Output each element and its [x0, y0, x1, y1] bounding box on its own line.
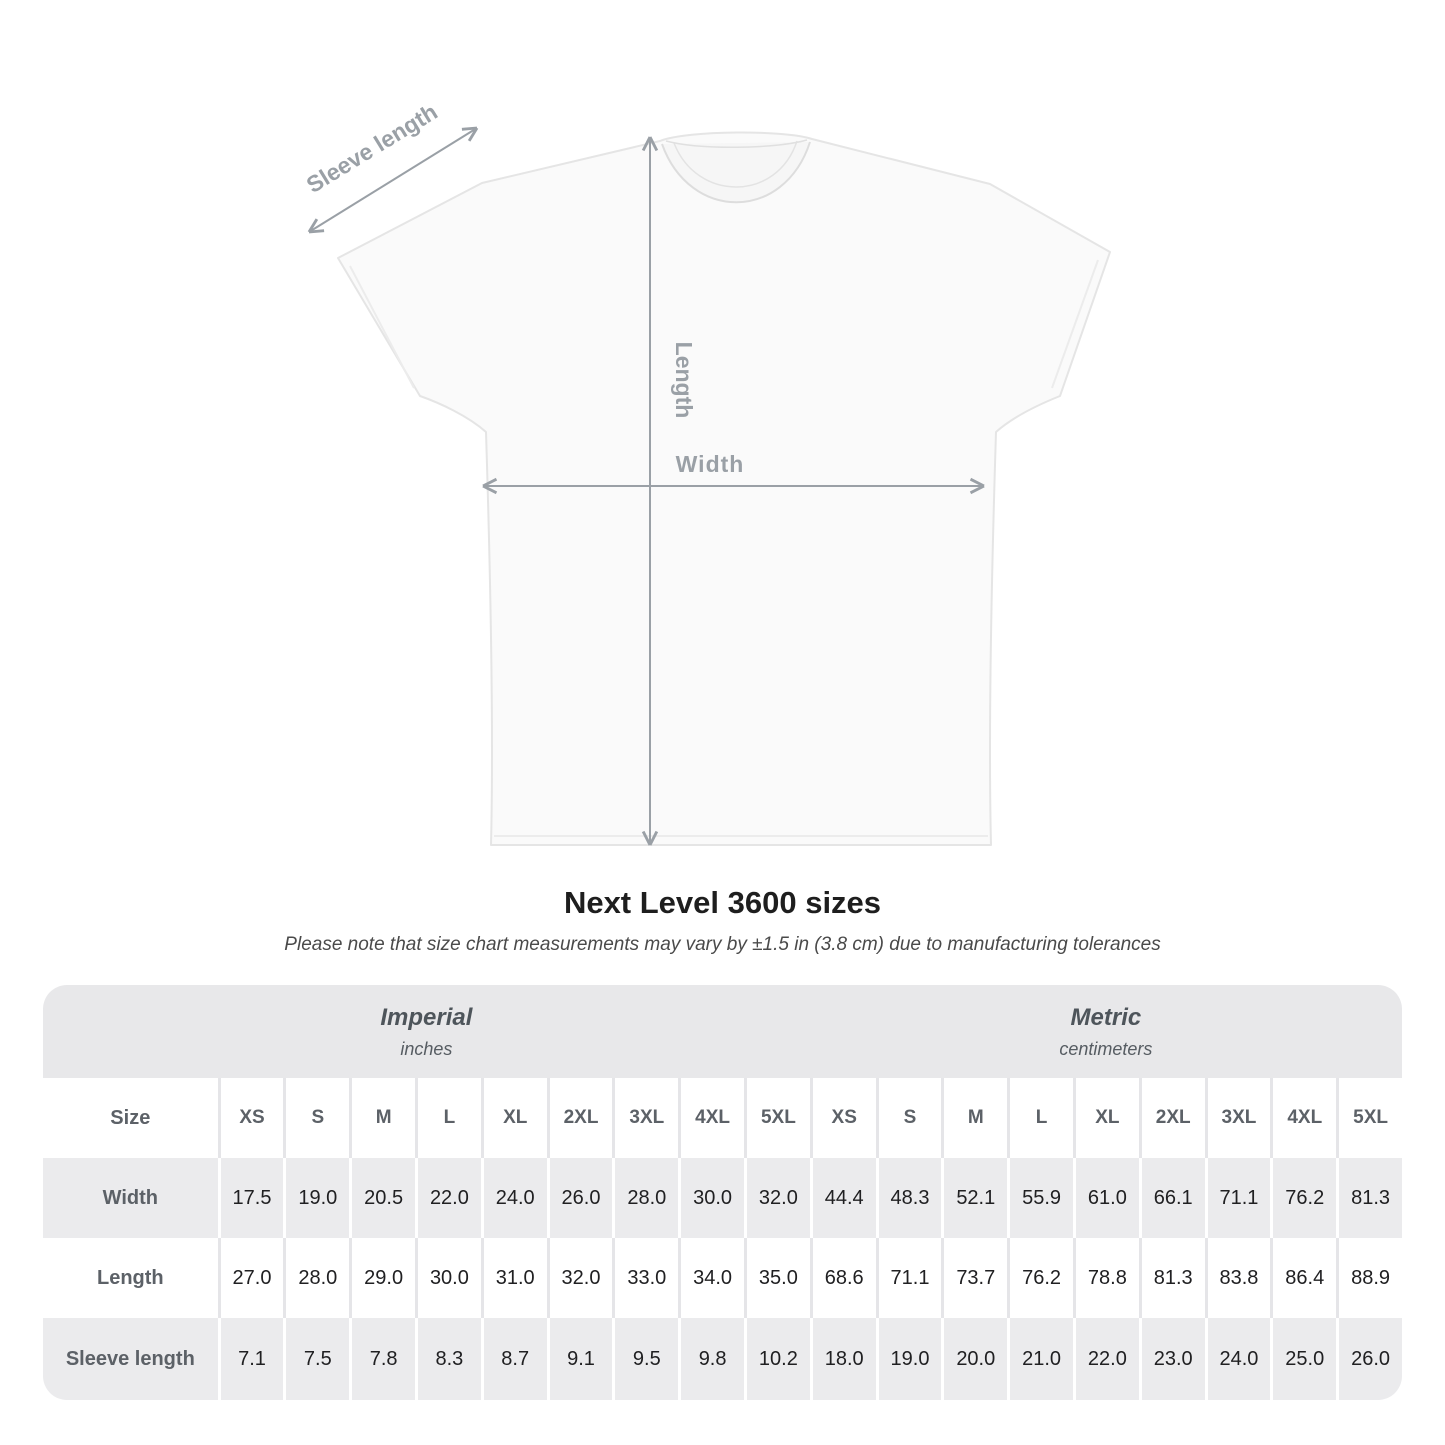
imperial-label: Imperial [380, 1003, 473, 1031]
value-cell: 19.0 [283, 1158, 349, 1238]
value-cell: 48.3 [876, 1158, 942, 1238]
tshirt-illustration [338, 132, 1110, 845]
value-cell: 81.3 [1336, 1158, 1402, 1238]
tolerance-note: Please note that size chart measurements may vary by ±1.5 in (3.8 cm) due to manufacturing tolerances [284, 934, 1161, 956]
value-cell: 23.0 [1139, 1318, 1205, 1400]
metric-sublabel: centimeters [1059, 1038, 1153, 1059]
size-col-header: 5XL [744, 1078, 810, 1158]
size-col-header: M [349, 1078, 415, 1158]
value-cell: 81.3 [1139, 1238, 1205, 1318]
size-col-header: 4XL [678, 1078, 744, 1158]
value-cell: 9.8 [678, 1318, 744, 1400]
sleeve-length-label: Sleeve length [301, 98, 442, 199]
size-col-header: S [876, 1078, 942, 1158]
value-cell: 21.0 [1007, 1318, 1073, 1400]
value-cell: 68.6 [810, 1238, 876, 1318]
value-cell: 7.5 [283, 1318, 349, 1400]
value-cell: 32.0 [744, 1158, 810, 1238]
value-cell: 78.8 [1073, 1238, 1139, 1318]
size-col-header: 3XL [1205, 1078, 1271, 1158]
size-corner-label: Size [43, 1078, 218, 1158]
value-cell: 28.0 [612, 1158, 678, 1238]
value-cell: 24.0 [1205, 1318, 1271, 1400]
value-cell: 71.1 [876, 1238, 942, 1318]
value-cell: 24.0 [481, 1158, 547, 1238]
unit-group-imperial [43, 985, 810, 1078]
size-col-header: M [941, 1078, 1007, 1158]
size-header-row [43, 1078, 1402, 1158]
value-cell: 52.1 [941, 1158, 1007, 1238]
value-cell: 31.0 [481, 1238, 547, 1318]
value-cell: 76.2 [1270, 1158, 1336, 1238]
value-cell: 10.2 [744, 1318, 810, 1400]
value-cell: 35.0 [744, 1238, 810, 1318]
value-cell: 28.0 [283, 1238, 349, 1318]
length-label: Length [671, 341, 697, 419]
measurement-row [43, 1238, 1402, 1318]
row-label: Length [43, 1238, 218, 1318]
size-col-header: 2XL [1139, 1078, 1205, 1158]
page-title: Next Level 3600 sizes [563, 885, 882, 920]
value-cell: 71.1 [1205, 1158, 1271, 1238]
size-table-body [43, 1158, 1402, 1400]
value-cell: 61.0 [1073, 1158, 1139, 1238]
size-col-header: 5XL [1336, 1078, 1402, 1158]
size-col-header: 3XL [612, 1078, 678, 1158]
size-col-header: L [415, 1078, 481, 1158]
value-cell: 7.8 [349, 1318, 415, 1400]
size-chart [43, 985, 1402, 1400]
row-label: Width [43, 1158, 218, 1238]
value-cell: 88.9 [1336, 1238, 1402, 1318]
value-cell: 22.0 [1073, 1318, 1139, 1400]
row-label: Sleeve length [43, 1318, 218, 1400]
value-cell: 9.5 [612, 1318, 678, 1400]
imperial-sublabel: inches [400, 1038, 453, 1059]
value-cell: 34.0 [678, 1238, 744, 1318]
value-cell: 20.5 [349, 1158, 415, 1238]
measurement-row [43, 1318, 1402, 1400]
value-cell: 26.0 [547, 1158, 613, 1238]
value-cell: 25.0 [1270, 1318, 1336, 1400]
value-cell: 66.1 [1139, 1158, 1205, 1238]
size-col-header: 4XL [1270, 1078, 1336, 1158]
value-cell: 26.0 [1336, 1318, 1402, 1400]
value-cell: 20.0 [941, 1318, 1007, 1400]
value-cell: 76.2 [1007, 1238, 1073, 1318]
unit-group-row [43, 985, 1402, 1078]
value-cell: 27.0 [218, 1238, 284, 1318]
value-cell: 8.7 [481, 1318, 547, 1400]
value-cell: 55.9 [1007, 1158, 1073, 1238]
value-cell: 73.7 [941, 1238, 1007, 1318]
size-table [43, 985, 1402, 1400]
value-cell: 30.0 [678, 1158, 744, 1238]
value-cell: 33.0 [612, 1238, 678, 1318]
tshirt-outline [338, 132, 1110, 845]
value-cell: 30.0 [415, 1238, 481, 1318]
size-col-header: XL [481, 1078, 547, 1158]
size-col-header: 2XL [547, 1078, 613, 1158]
value-cell: 83.8 [1205, 1238, 1271, 1318]
measurement-row [43, 1158, 1402, 1238]
value-cell: 86.4 [1270, 1238, 1336, 1318]
size-col-header: XS [810, 1078, 876, 1158]
value-cell: 22.0 [415, 1158, 481, 1238]
metric-label: Metric [1070, 1003, 1142, 1031]
size-col-header: XL [1073, 1078, 1139, 1158]
value-cell: 29.0 [349, 1238, 415, 1318]
size-col-header: L [1007, 1078, 1073, 1158]
value-cell: 32.0 [547, 1238, 613, 1318]
value-cell: 9.1 [547, 1318, 613, 1400]
unit-group-metric [810, 985, 1402, 1078]
value-cell: 17.5 [218, 1158, 284, 1238]
value-cell: 44.4 [810, 1158, 876, 1238]
value-cell: 8.3 [415, 1318, 481, 1400]
title-block [0, 886, 1445, 956]
size-col-header: S [283, 1078, 349, 1158]
value-cell: 19.0 [876, 1318, 942, 1400]
value-cell: 18.0 [810, 1318, 876, 1400]
size-col-header: XS [218, 1078, 284, 1158]
width-label: Width [675, 451, 745, 477]
value-cell: 7.1 [218, 1318, 284, 1400]
